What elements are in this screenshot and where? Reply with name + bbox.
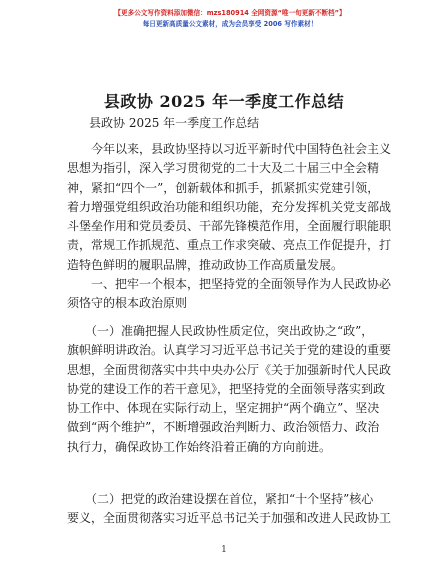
paragraph-line: 神，紧扣“四个一”，创新载体和抓手，抓紧抓实党建引领， [67,180,380,195]
promo-banner-line-2: 每日更新高质量公文素材，成为会员享受 2006 写作素材！ [142,20,318,28]
paragraph-line: （一）准确把握人民政协性质定位，突出政协之“政”， [67,324,374,338]
document-title: 县政协 2025 年一季度工作总结 [103,92,345,111]
paragraph-line: 思想为指引，深入学习贯彻党的二十大及二十届三中全会精 [67,161,380,176]
paragraph-line: 斗堡垒作用和党员委员、干部先锋模范作用，全面履行职能职 [67,219,392,234]
section-heading-line: 须恪守的根本政治原则 [67,296,188,311]
paragraph-line: 责，常规工作抓规范、重点工作求突破、亮点工作促提升，打 [67,238,392,253]
paragraph-line: 旗帜鲜明讲政治。认真学习习近平总书记关于党的建设的重要 [67,343,392,358]
paragraph-line: 做到“两个维护”，不断增强政治判断力、政治领悟力、政治 [67,420,380,435]
paragraph-line: 执行力，确保政协工作始终沿着正确的方向前进。 [67,439,332,454]
body-paragraph-2 [67,322,392,457]
paragraph-line: 协工作中、体现在实际行动上，坚定拥护“两个确立”、坚决 [67,401,380,416]
page-number: 1 [221,545,227,555]
paragraph-line: 造特色鲜明的履职品牌，推动政协工作高质量发展。 [67,257,344,272]
paragraph-line: （二）把党的政治建设摆在首位，紧扣“十个坚持”核心 [67,492,374,506]
paragraph-line: 协党的建设工作的若干意见》，把坚持党的全面领导落实到政 [67,381,386,396]
body-paragraph-3 [67,490,392,529]
paragraph-line: 思想，全面贯彻落实中共中央办公厅《关于加强新时代人民政 [67,362,392,377]
document-subtitle: 县政协 2025 年一季度工作总结 [89,116,260,130]
paragraph-line: 要义，全面贯彻落实习近平总书记关于加强和改进人民政协工 [67,511,392,526]
section-heading-line: 一、把牢一个根本，把坚持党的全面领导作为人民政协必 [67,277,392,292]
promo-banner-line-1: 【更多公文写作资料添加微信：mzs180914 全网资源“唯一旬更新不断档”】 [114,9,346,17]
paragraph-line: 着力增强党组织政治功能和组织功能，充分发挥机关党支部战 [67,199,392,214]
body-paragraph-1 [67,140,392,314]
paragraph-line: 今年以来，县政协坚持以习近平新时代中国特色社会主义 [67,142,392,156]
